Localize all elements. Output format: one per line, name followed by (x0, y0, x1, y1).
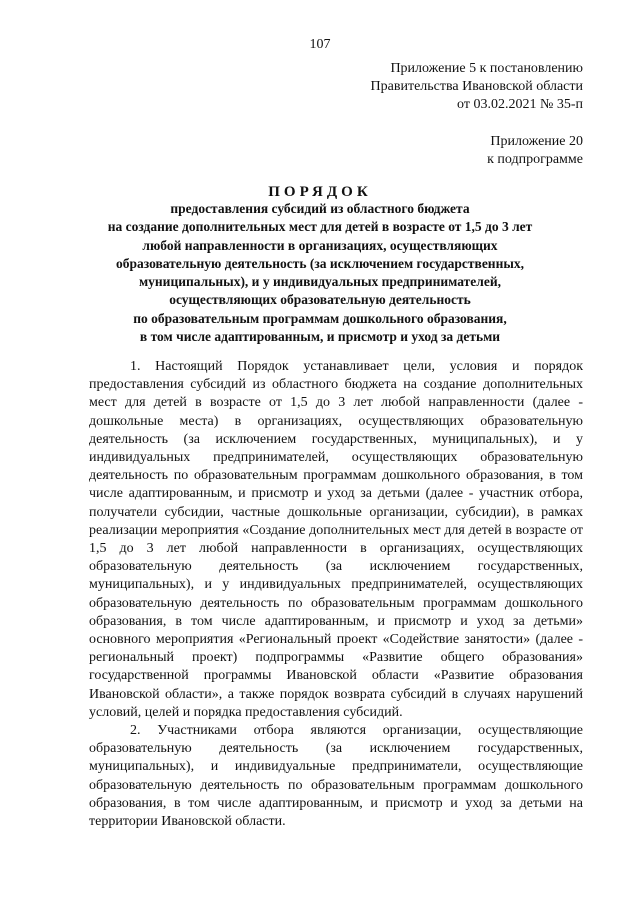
subtitle-line: предоставления субсидий из областного бюджета (170, 201, 470, 216)
document-body (89, 358, 583, 831)
appendix-line: к подпрограмме (487, 152, 583, 167)
appendix-line: Приложение 20 (490, 134, 583, 149)
appendix-line: Приложение 5 к постановлению (390, 61, 583, 76)
document-title: ПОРЯДОК (268, 184, 372, 200)
page-number: 107 (309, 37, 331, 52)
subtitle-line: осуществляющих образовательную деятельность (169, 292, 471, 308)
subtitle-line: любой направленности в организациях, осуществляющих (142, 237, 498, 253)
subtitle-line: на создание дополнительных мест для детей в возрасте от 1,5 до 3 лет (107, 219, 533, 235)
appendix-reference (371, 60, 583, 114)
paragraph-2: 2. Участниками отбора являются организации, осуществляющие образовательную деятельность (за исключением государственных, муниципальных), и индивидуальные предприниматели, осуществляющие образовательную деятельность по образовательным программам дошкольного образования, в том числе адаптированным, и присмотр и уход за детьми на территории Ивановской области. (89, 723, 583, 830)
subtitle-line: образовательную деятельность (за исключением государственных, (115, 255, 525, 271)
appendix-line: Правительства Ивановской области (370, 79, 583, 94)
subtitle-line: муниципальных), и у индивидуальных предпринимателей, (138, 274, 502, 290)
document-subtitle (60, 200, 580, 346)
paragraph-1: 1. Настоящий Порядок устанавливает цели, условия и порядок предоставления субсидий из областного бюджета на создание дополнительных мест для детей в возрасте от 1,5 до 3 лет любой направленности (далее - дошкольные места) в организациях, осуществляющих образовательную деятельность (за исключением государственных, муниципальных), и у индивидуальных предпринимателей, осуществляющих образовательную деятельность по образовательным программам дошкольного образования, в том числе адаптированным, и присмотр и уход за детьми (далее - участник отбора, получатели субсидии, частные дошкольные организации, субсидии), в рамках реализации мероприятия «Создание дополнительных мест для детей в возрасте от 1,5 до 3 лет любой направленности в организациях, осуществляющих образовательную деятельность (за исключением государственных, муниципальных), и у индивидуальных предпринимателей, осуществляющих образовательную деятельность по образовательным программам дошкольного образования, в том числе адаптированным, и присмотр и уход за детьми» основного мероприятия «Региональный проект «Содействие занятости» (далее - региональный проект) подпрограммы «Развитие общего образования» государственной программы Ивановской области «Развитие образования Ивановской области», а также порядок возврата субсидий в случаях нарушений условий, целей и порядка предоставления субсидий. (89, 359, 583, 720)
subprogram-appendix-reference (487, 133, 583, 169)
subtitle-line: по образовательным программам дошкольного образования, (133, 310, 507, 326)
subtitle-line: в том числе адаптированным, и присмотр и уход за детьми (139, 329, 501, 345)
appendix-line: от 03.02.2021 № 35-п (457, 97, 583, 112)
